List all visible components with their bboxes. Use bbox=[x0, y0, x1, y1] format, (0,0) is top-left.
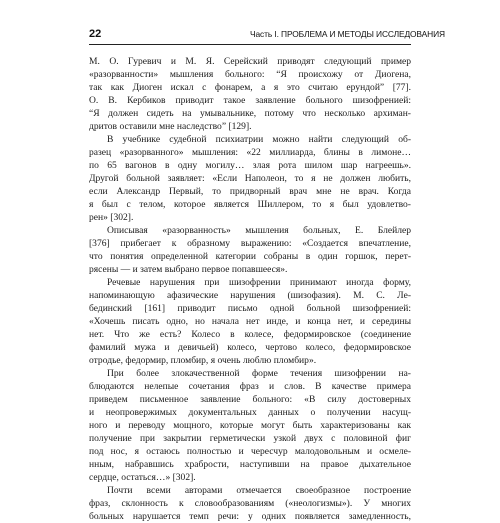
page-number: 22 bbox=[89, 28, 102, 40]
text-line: дритов оставили мне наследство” [129]. bbox=[89, 121, 252, 132]
text-line: если Александр Первый, то придворный врач мне не врач. Когда bbox=[89, 186, 411, 197]
text-line: О. В. Кербиков приводит такое заявление больного шизофренией: bbox=[89, 95, 411, 106]
text-line: М. О. Гуревич и М. Я. Серейский приводят следующий пример bbox=[89, 56, 411, 67]
text-line: При более злокачественной форме течения шизофрении на- bbox=[107, 368, 411, 379]
running-header-title: Часть I. ПРОБЛЕМА И МЕТОДЫ ИССЛЕДОВАНИЯ bbox=[250, 29, 445, 39]
text-line: ного и переводу мощного, которые могут быть характеризованы как bbox=[89, 420, 411, 431]
text-line: Речевые нарушения при шизофрении принимают иногда форму, bbox=[107, 277, 411, 288]
text-line: и неопровержимых документальных данных о получении насущ- bbox=[89, 407, 411, 418]
text-line: сердце, остаться…» [302]. bbox=[89, 472, 196, 483]
text-line: больных нарушается темп речи: у одних появляется замедленность, bbox=[89, 511, 411, 522]
text-line: нет. Что же есть? Колесо в колесе, федормировское (соединение bbox=[89, 329, 411, 340]
text-line: Описывая «разорванность» мышления больных, Е. Блейлер bbox=[107, 225, 411, 236]
text-line: Почти всеми авторами отмечается своеобразное построение bbox=[107, 485, 411, 496]
text-line: нным, набравшись храбрости, наступивши на правое дыхательное bbox=[89, 459, 411, 470]
header-divider bbox=[89, 44, 411, 45]
text-line: фамилий мужа и девичьей) колесо, чертово колесо, федормировское bbox=[89, 342, 411, 353]
text-line: так как Диоген искал с фонарем, а я это считаю ерундой” [77]. bbox=[89, 82, 411, 93]
text-line: приведем письменное заявление больного: «В силу достоверных bbox=[89, 394, 411, 405]
text-line: [376] прибегает к образному выражению: «Создается впечатление, bbox=[89, 238, 411, 249]
text-line: напоминающую афазические нарушения (шизофазия). М. С. Ле- bbox=[89, 290, 411, 301]
text-line: рясены — и затем выбрано первое попавшееся». bbox=[89, 264, 288, 275]
text-line: я был с телом, которое является Шиллером, то я был удовлетво- bbox=[89, 199, 411, 210]
text-line: “Я должен сидеть на умывальнике, потому что несколько архиман- bbox=[89, 108, 411, 119]
text-line: бединский [161] приводит письмо одной больной шизофренией: bbox=[89, 303, 411, 314]
text-line: В учебнике судебной психиатрии можно найти следующий об- bbox=[107, 134, 411, 145]
text-line: разец «разорванного» мышления: «22 миллиарда, блины в лимоне… bbox=[89, 147, 411, 158]
text-line: «Хочешь писать одно, но начала нет инде, и конца нет, и середины bbox=[89, 316, 411, 327]
text-line: отродье, федормир, пломбир, я очень люблю пломбир». bbox=[89, 355, 317, 366]
body-text bbox=[89, 55, 411, 523]
text-line: получение при закрытии герметически узкой двух с половиной фиг bbox=[89, 433, 411, 444]
text-line: по 65 вагонов в одну могилу… злая рота шилом шар нагреешь». bbox=[89, 160, 411, 171]
text-line: блюдаются нелепые сочетания фраз и слов. В качестве примера bbox=[89, 381, 411, 392]
text-line: «разорванности» мышления больного: “Я происхожу от Диогена, bbox=[89, 69, 411, 80]
text-line: что понятия определенной категории собраны в один горшок, перет- bbox=[89, 251, 411, 262]
text-line: фраз, склонность к словообразованиям («неологизмы»). У многих bbox=[89, 498, 411, 509]
text-line: под нос, я остаюсь полностью и чересчур малодовольным и осмеле- bbox=[89, 446, 411, 457]
text-line: Другой больной заявляет: «Если Наполеон, то я не должен любить, bbox=[89, 173, 411, 184]
text-line: рен» [302]. bbox=[89, 212, 134, 223]
